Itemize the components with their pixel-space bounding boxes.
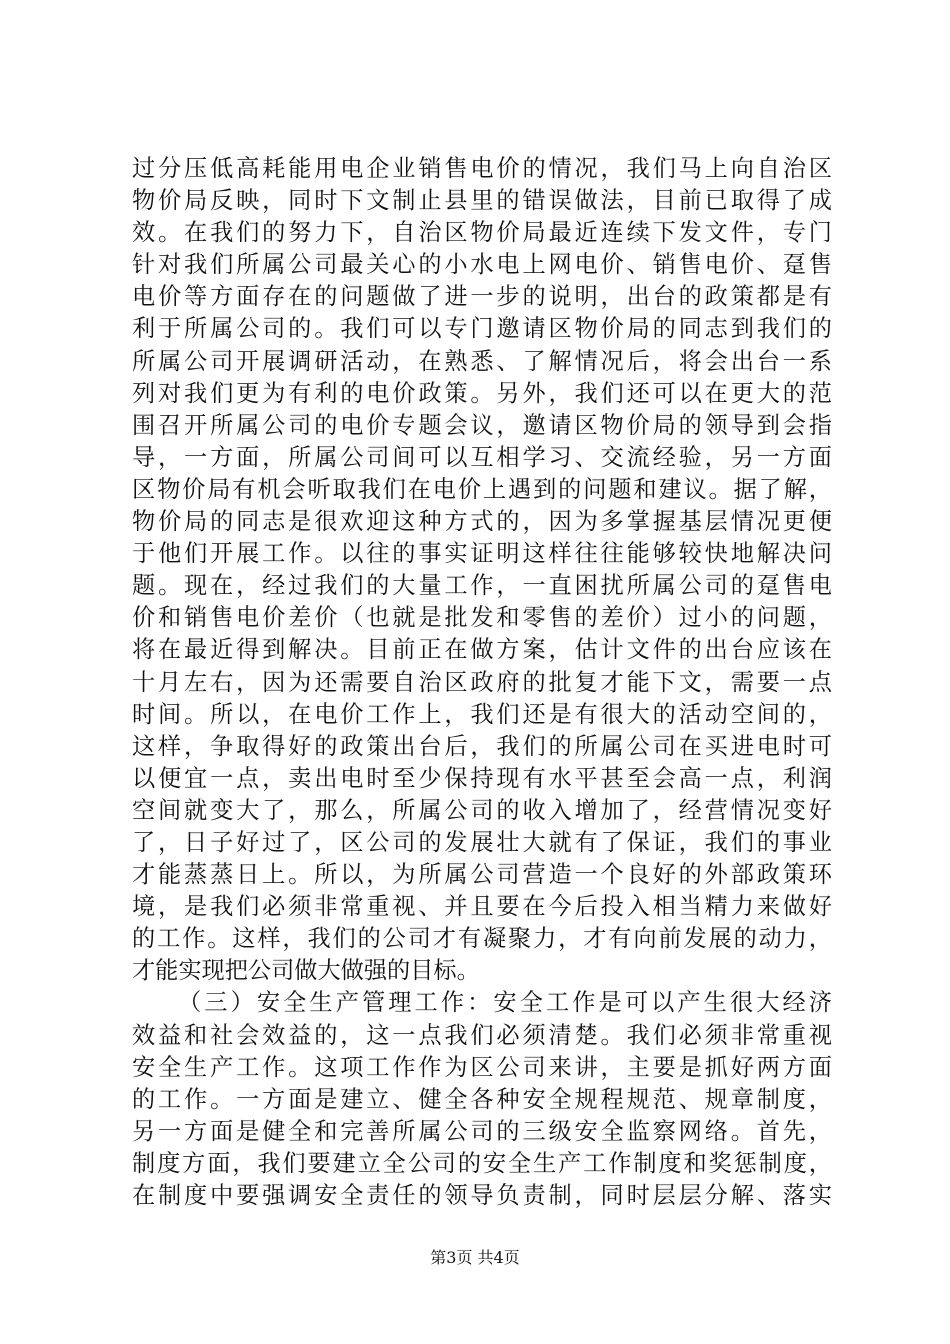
text-line: 才能蒸蒸日上。所以，为所属公司营造一个良好的外部政策环 bbox=[132, 861, 832, 889]
text-line: 时间。所以，在电价工作上，我们还是有很大的活动空间的， bbox=[132, 700, 832, 728]
page-number-footer: 第3页 共4页 bbox=[430, 1248, 520, 1267]
section-heading-line: （三）安全生产管理工作：安全工作是可以产生很大经济 bbox=[178, 989, 832, 1017]
text-line: 制度方面，我们要建立全公司的安全生产工作制度和奖惩制度， bbox=[132, 1149, 832, 1177]
text-line: 才能实现把公司做大做强的目标。 bbox=[132, 957, 480, 985]
text-line: 利于所属公司的。我们可以专门邀请区物价局的同志到我们的 bbox=[132, 315, 832, 343]
text-line: 的工作。这样，我们的公司才有凝聚力，才有向前发展的动力， bbox=[132, 925, 832, 953]
body-text bbox=[132, 153, 832, 1212]
text-line: 以便宜一点，卖出电时至少保持现有水平甚至会高一点，利润 bbox=[132, 764, 832, 792]
text-line: 将在最近得到解决。目前正在做方案，估计文件的出台应该在 bbox=[132, 636, 832, 664]
text-line: 物价局的同志是很欢迎这种方式的，因为多掌握基层情况更便 bbox=[132, 508, 832, 536]
text-line: 针对我们所属公司最关心的小水电上网电价、销售电价、趸售 bbox=[132, 251, 832, 279]
text-line: 境，是我们必须非常重视、并且要在今后投入相当精力来做好 bbox=[132, 893, 832, 921]
text-line: 围召开所属公司的电价专题会议，邀请区物价局的领导到会指 bbox=[132, 411, 832, 439]
text-line: 过分压低高耗能用电企业销售电价的情况，我们马上向自治区 bbox=[132, 155, 832, 182]
text-line: 物价局反映，同时下文制止县里的错误做法，目前已取得了成 bbox=[132, 187, 832, 215]
text-line: 价和销售电价差价（也就是批发和零售的差价）过小的问题， bbox=[132, 604, 832, 632]
text-line: 了，日子好过了，区公司的发展壮大就有了保证，我们的事业 bbox=[132, 828, 832, 856]
text-line: 另一方面是健全和完善所属公司的三级安全监察网络。首先， bbox=[132, 1117, 832, 1145]
text-line: 十月左右，因为还需要自治区政府的批复才能下文，需要一点 bbox=[132, 668, 832, 696]
text-line: 安全生产工作。这项工作作为区公司来讲，主要是抓好两方面 bbox=[132, 1053, 832, 1081]
text-line: 在制度中要强调安全责任的领导负责制，同时层层分解、落实 bbox=[132, 1182, 832, 1209]
text-line: 于他们开展工作。以往的事实证明这样往往能够较快地解决问 bbox=[132, 540, 832, 568]
text-line: 的工作。一方面是建立、健全各种安全规程规范、规章制度， bbox=[132, 1085, 832, 1113]
text-line: 题。现在，经过我们的大量工作，一直困扰所属公司的趸售电 bbox=[132, 572, 832, 600]
text-line: 空间就变大了，那么，所属公司的收入增加了，经营情况变好 bbox=[132, 796, 832, 824]
text-line: 区物价局有机会听取我们在电价上遇到的问题和建议。据了解， bbox=[132, 475, 832, 503]
text-line: 所属公司开展调研活动，在熟悉、了解情况后，将会出台一系 bbox=[132, 347, 832, 375]
text-line: 效。在我们的努力下，自治区物价局最近连续下发文件，专门 bbox=[132, 219, 832, 247]
text-line: 列对我们更为有利的电价政策。另外，我们还可以在更大的范 bbox=[132, 379, 832, 407]
text-line: 效益和社会效益的，这一点我们必须清楚。我们必须非常重视 bbox=[132, 1021, 832, 1049]
text-line: 这样，争取得好的政策出台后，我们的所属公司在买进电时可 bbox=[132, 732, 832, 760]
text-line: 导，一方面，所属公司间可以互相学习、交流经验，另一方面 bbox=[132, 443, 832, 471]
text-line: 电价等方面存在的问题做了进一步的说明，出台的政策都是有 bbox=[132, 283, 832, 311]
